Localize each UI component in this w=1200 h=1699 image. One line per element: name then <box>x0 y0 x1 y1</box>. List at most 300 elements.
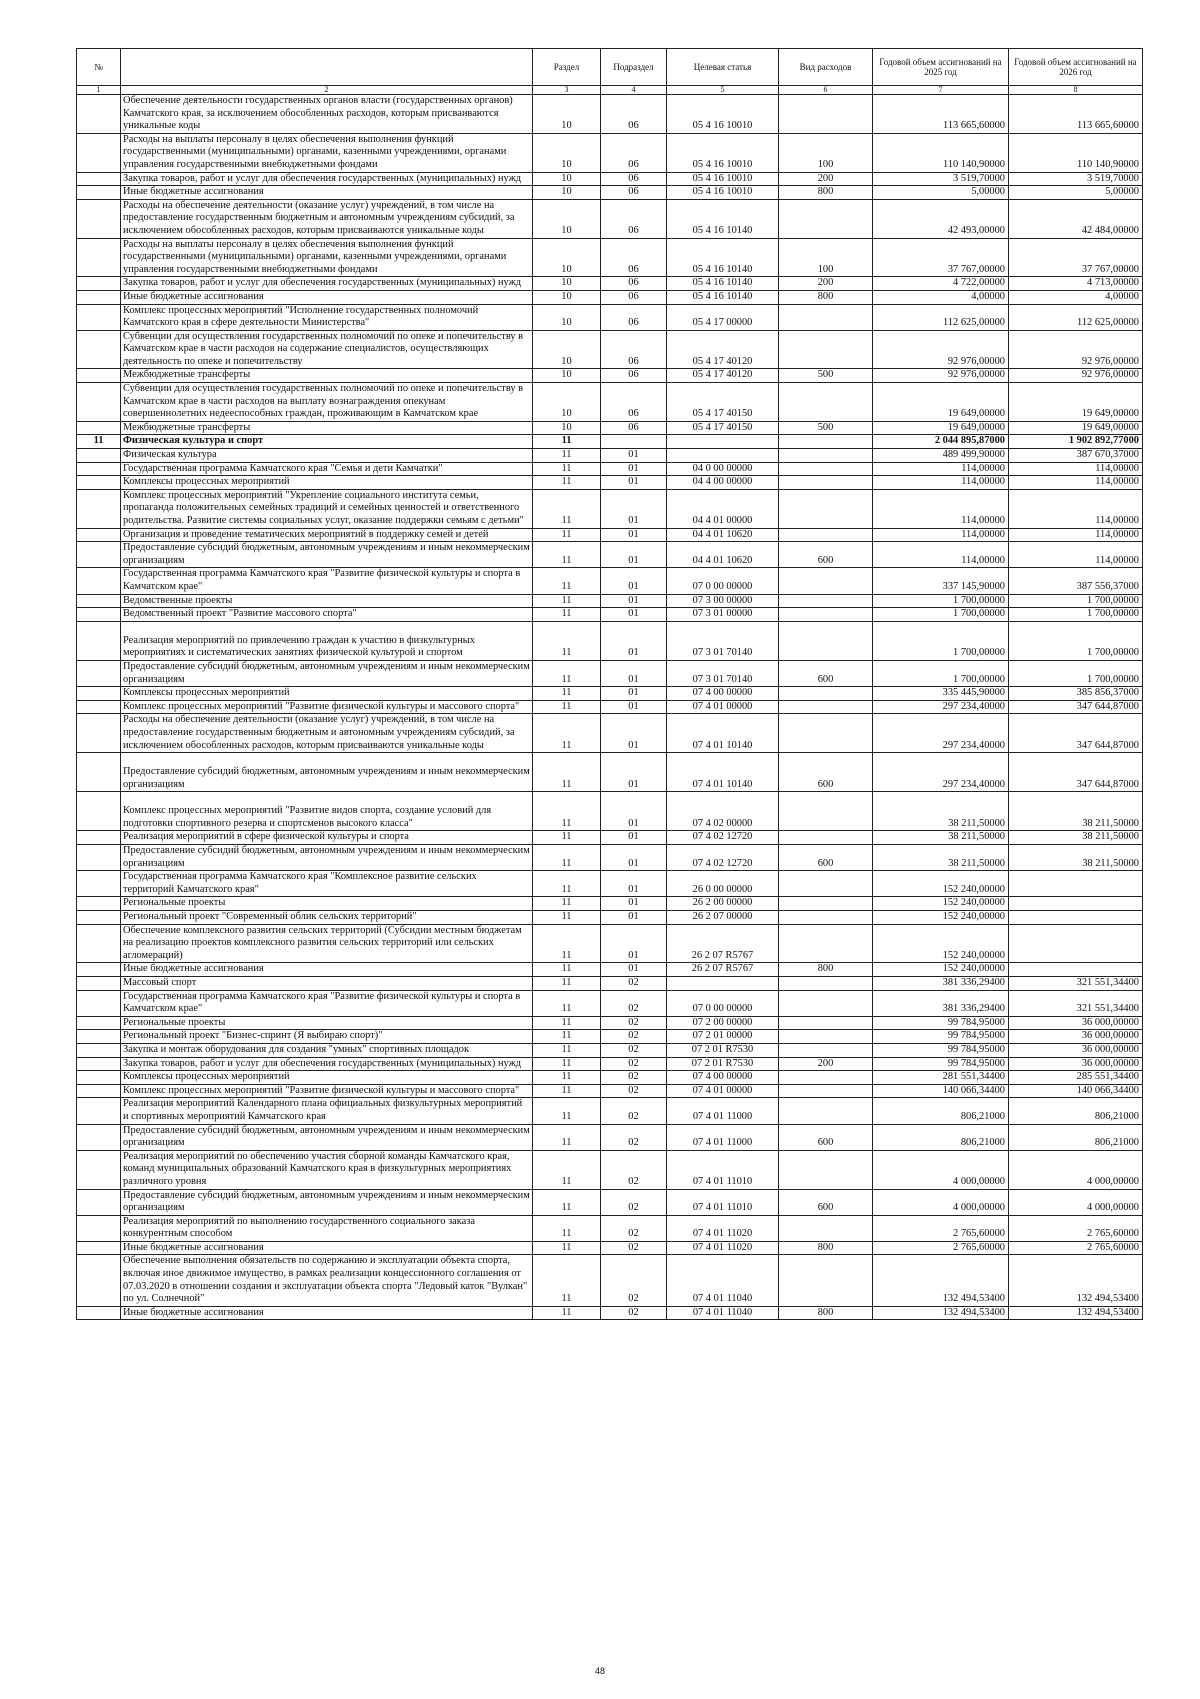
cell-2025: 1 700,00000 <box>873 594 1009 608</box>
cell-subsection: 06 <box>601 383 667 422</box>
table-row <box>77 383 1143 422</box>
cell-no <box>77 1057 121 1071</box>
header-exp-type: Вид расходов <box>779 49 873 86</box>
table-row <box>77 1306 1143 1320</box>
cell-name: Предоставление субсидий бюджетным, автономным учреждениям и иным некоммерческим организациям <box>121 753 533 792</box>
cell-subsection: 06 <box>601 95 667 134</box>
cell-section: 11 <box>533 963 601 977</box>
cell-section: 10 <box>533 277 601 291</box>
cell-name: Предоставление субсидий бюджетным, автономным учреждениям и иным некоммерческим организациям <box>121 1124 533 1150</box>
cell-no <box>77 95 121 134</box>
cell-section: 11 <box>533 568 601 594</box>
cell-2025: 3 519,70000 <box>873 172 1009 186</box>
cell-target: 07 4 01 00000 <box>667 700 779 714</box>
cell-subsection: 01 <box>601 963 667 977</box>
cell-exp-type: 600 <box>779 1124 873 1150</box>
cell-subsection: 01 <box>601 871 667 897</box>
cell-name: Физическая культура <box>121 449 533 463</box>
cell-subsection: 02 <box>601 1124 667 1150</box>
cell-target: 07 3 01 70140 <box>667 621 779 660</box>
cell-2026: 5,00000 <box>1009 186 1143 200</box>
cell-target: 07 3 01 70140 <box>667 660 779 686</box>
cell-section: 11 <box>533 845 601 871</box>
cell-section: 11 <box>533 831 601 845</box>
cell-section: 11 <box>533 528 601 542</box>
cell-no <box>77 199 121 238</box>
cell-target: 07 2 00 00000 <box>667 1016 779 1030</box>
cell-2026: 114,00000 <box>1009 528 1143 542</box>
cell-section: 11 <box>533 792 601 831</box>
cell-name: Комплекс процессных мероприятий "Развитие физической культуры и массового спорта" <box>121 1084 533 1098</box>
cell-name: Организация и проведение тематических мероприятий в поддержку семей и детей <box>121 528 533 542</box>
cell-section: 10 <box>533 290 601 304</box>
cell-exp-type: 600 <box>779 753 873 792</box>
cell-2025: 489 499,90000 <box>873 449 1009 463</box>
cell-subsection: 02 <box>601 1071 667 1085</box>
cell-name: Субвенции для осуществления государственных полномочий по опеке и попечительству в Камчатском крае в части расходов на содержание специалистов, осуществляющих деятельность по опеке и попечительству <box>121 330 533 369</box>
table-row <box>77 621 1143 660</box>
cell-target: 07 4 01 11000 <box>667 1098 779 1124</box>
column-number-row <box>77 86 1143 95</box>
cell-name: Предоставление субсидий бюджетным, автономным учреждениям и иным некоммерческим организациям <box>121 542 533 568</box>
cell-section: 11 <box>533 1098 601 1124</box>
cell-2025: 152 240,00000 <box>873 924 1009 963</box>
cell-section: 11 <box>533 1241 601 1255</box>
cell-2025: 112 625,00000 <box>873 304 1009 330</box>
cell-section: 11 <box>533 449 601 463</box>
cell-exp-type: 500 <box>779 369 873 383</box>
cell-no <box>77 753 121 792</box>
cell-section: 11 <box>533 1030 601 1044</box>
cell-no <box>77 963 121 977</box>
cell-2026: 114,00000 <box>1009 462 1143 476</box>
cell-exp-type: 500 <box>779 421 873 435</box>
cell-name: Иные бюджетные ассигнования <box>121 1241 533 1255</box>
cell-name: Иные бюджетные ассигнования <box>121 290 533 304</box>
cell-no <box>77 330 121 369</box>
table-row <box>77 172 1143 186</box>
cell-exp-type <box>779 700 873 714</box>
cell-2026: 1 700,00000 <box>1009 660 1143 686</box>
cell-target: 07 4 01 10140 <box>667 714 779 753</box>
cell-section: 10 <box>533 330 601 369</box>
table-row <box>77 1043 1143 1057</box>
table-row <box>77 330 1143 369</box>
table-row <box>77 1124 1143 1150</box>
cell-no <box>77 172 121 186</box>
cell-2025: 806,21000 <box>873 1124 1009 1150</box>
cell-target: 07 4 01 11040 <box>667 1306 779 1320</box>
table-row <box>77 1030 1143 1044</box>
cell-subsection: 02 <box>601 1057 667 1071</box>
cell-2025: 297 234,40000 <box>873 714 1009 753</box>
cell-subsection: 01 <box>601 897 667 911</box>
cell-target: 07 4 01 11010 <box>667 1150 779 1189</box>
cell-exp-type: 800 <box>779 290 873 304</box>
table-row <box>77 831 1143 845</box>
cell-name: Закупка товаров, работ и услуг для обеспечения государственных (муниципальных) нужд <box>121 277 533 291</box>
table-row <box>77 608 1143 622</box>
cell-2026: 806,21000 <box>1009 1124 1143 1150</box>
cell-exp-type <box>779 687 873 701</box>
cell-name: Комплекс процессных мероприятий "Исполнение государственных полномочий Камчатского края в сфере деятельности Министерства" <box>121 304 533 330</box>
header-target: Целевая статья <box>667 49 779 86</box>
table-row <box>77 1016 1143 1030</box>
cell-subsection: 02 <box>601 1255 667 1306</box>
cell-name: Комплекс процессных мероприятий "Развитие видов спорта, создание условий для подготовки спортивного резерва и спортсменов высокого класса" <box>121 792 533 831</box>
cell-name: Иные бюджетные ассигнования <box>121 963 533 977</box>
cell-2026 <box>1009 871 1143 897</box>
cell-target: 07 4 01 11020 <box>667 1215 779 1241</box>
table-row <box>77 594 1143 608</box>
cell-exp-type: 600 <box>779 660 873 686</box>
cell-section: 11 <box>533 1084 601 1098</box>
cell-name: Комплексы процессных мероприятий <box>121 476 533 490</box>
cell-2026: 19 649,00000 <box>1009 421 1143 435</box>
table-row <box>77 489 1143 528</box>
cell-2026: 112 625,00000 <box>1009 304 1143 330</box>
cell-2025: 114,00000 <box>873 489 1009 528</box>
cell-2025: 4 000,00000 <box>873 1150 1009 1189</box>
cell-2025: 381 336,29400 <box>873 977 1009 991</box>
cell-2025: 152 240,00000 <box>873 871 1009 897</box>
cell-2025: 38 211,50000 <box>873 831 1009 845</box>
cell-section: 11 <box>533 660 601 686</box>
cell-2025: 37 767,00000 <box>873 238 1009 277</box>
cell-name: Массовый спорт <box>121 977 533 991</box>
cell-subsection: 02 <box>601 1098 667 1124</box>
cell-exp-type <box>779 911 873 925</box>
cell-2026: 110 140,90000 <box>1009 133 1143 172</box>
column-number: 4 <box>601 86 667 95</box>
cell-no <box>77 290 121 304</box>
header-row <box>77 49 1143 86</box>
cell-no <box>77 369 121 383</box>
cell-target: 07 0 00 00000 <box>667 568 779 594</box>
cell-exp-type <box>779 1215 873 1241</box>
cell-name: Расходы на выплаты персоналу в целях обеспечения выполнения функций государственными (муниципальными) органами, казенными учреждениями, органами управления государственными внебюджетными фондами <box>121 133 533 172</box>
cell-section: 11 <box>533 476 601 490</box>
cell-no <box>77 1189 121 1215</box>
cell-section: 11 <box>533 608 601 622</box>
cell-2025: 1 700,00000 <box>873 608 1009 622</box>
cell-exp-type <box>779 528 873 542</box>
cell-subsection: 01 <box>601 594 667 608</box>
cell-no <box>77 897 121 911</box>
cell-exp-type <box>779 924 873 963</box>
cell-subsection: 01 <box>601 542 667 568</box>
cell-no <box>77 1071 121 1085</box>
cell-section: 10 <box>533 95 601 134</box>
cell-2026: 38 211,50000 <box>1009 845 1143 871</box>
cell-name: Предоставление субсидий бюджетным, автономным учреждениям и иным некоммерческим организациям <box>121 845 533 871</box>
table-row <box>77 568 1143 594</box>
cell-2025: 42 493,00000 <box>873 199 1009 238</box>
cell-exp-type <box>779 489 873 528</box>
table-row <box>77 1150 1143 1189</box>
cell-name: Межбюджетные трансферты <box>121 369 533 383</box>
header-2026: Годовой объем ассигнований на 2026 год <box>1009 49 1143 86</box>
cell-no <box>77 277 121 291</box>
cell-2025: 152 240,00000 <box>873 897 1009 911</box>
cell-2025: 4 000,00000 <box>873 1189 1009 1215</box>
cell-subsection: 06 <box>601 238 667 277</box>
cell-exp-type <box>779 871 873 897</box>
page-number: 48 <box>594 1666 605 1676</box>
cell-2026: 36 000,00000 <box>1009 1030 1143 1044</box>
cell-target: 07 4 02 12720 <box>667 831 779 845</box>
cell-no <box>77 977 121 991</box>
cell-name: Расходы на обеспечение деятельности (оказание услуг) учреждений, в том числе на предоставление государственным бюджетным и автономным учреждениям субсидий, за исключением обособленных расходов, которым присваиваются уникальные коды <box>121 199 533 238</box>
cell-exp-type <box>779 383 873 422</box>
cell-name: Региональный проект "Современный облик сельских территорий" <box>121 911 533 925</box>
cell-exp-type <box>779 831 873 845</box>
cell-target: 07 0 00 00000 <box>667 990 779 1016</box>
cell-section: 11 <box>533 489 601 528</box>
cell-section: 11 <box>533 435 601 449</box>
cell-section: 11 <box>533 897 601 911</box>
cell-subsection: 01 <box>601 621 667 660</box>
cell-target: 07 2 01 R7530 <box>667 1043 779 1057</box>
cell-section: 11 <box>533 594 601 608</box>
cell-2026: 1 902 892,77000 <box>1009 435 1143 449</box>
cell-2026: 114,00000 <box>1009 476 1143 490</box>
cell-2026: 387 556,37000 <box>1009 568 1143 594</box>
cell-exp-type: 800 <box>779 186 873 200</box>
cell-target: 05 4 17 40120 <box>667 369 779 383</box>
cell-no <box>77 687 121 701</box>
table-row <box>77 963 1143 977</box>
cell-subsection: 06 <box>601 330 667 369</box>
cell-2026: 1 700,00000 <box>1009 621 1143 660</box>
cell-name: Реализация мероприятий по привлечению граждан к участию в физкультурных мероприятиях и систематических занятиях физической культурой и спортом <box>121 621 533 660</box>
cell-name: Реализация мероприятий в сфере физической культуры и спорта <box>121 831 533 845</box>
cell-name: Расходы на выплаты персоналу в целях обеспечения выполнения функций государственными (муниципальными) органами, казенными учреждениями, органами управления государственными внебюджетными фондами <box>121 238 533 277</box>
table-row <box>77 911 1143 925</box>
cell-target: 05 4 16 10140 <box>667 199 779 238</box>
cell-subsection: 01 <box>601 924 667 963</box>
cell-target: 05 4 17 40150 <box>667 383 779 422</box>
column-number: 1 <box>77 86 121 95</box>
cell-section: 10 <box>533 186 601 200</box>
cell-no <box>77 990 121 1016</box>
table-row <box>77 462 1143 476</box>
cell-name: Предоставление субсидий бюджетным, автономным учреждениям и иным некоммерческим организациям <box>121 1189 533 1215</box>
cell-name: Региональный проект "Бизнес-спринт (Я выбираю спорт)" <box>121 1030 533 1044</box>
cell-target: 04 4 01 10620 <box>667 542 779 568</box>
cell-no <box>77 594 121 608</box>
cell-section: 11 <box>533 753 601 792</box>
cell-subsection: 01 <box>601 687 667 701</box>
cell-name: Предоставление субсидий бюджетным, автономным учреждениям и иным некоммерческим организациям <box>121 660 533 686</box>
cell-no <box>77 1098 121 1124</box>
cell-section: 11 <box>533 1306 601 1320</box>
cell-subsection: 01 <box>601 462 667 476</box>
cell-target: 05 4 16 10140 <box>667 277 779 291</box>
cell-exp-type <box>779 608 873 622</box>
cell-no <box>77 421 121 435</box>
cell-2025: 4,00000 <box>873 290 1009 304</box>
cell-target: 07 3 01 00000 <box>667 608 779 622</box>
cell-no <box>77 1043 121 1057</box>
cell-no <box>77 792 121 831</box>
table-row <box>77 792 1143 831</box>
cell-subsection: 01 <box>601 845 667 871</box>
cell-no <box>77 1124 121 1150</box>
cell-exp-type: 200 <box>779 277 873 291</box>
cell-2026: 387 670,37000 <box>1009 449 1143 463</box>
cell-subsection: 06 <box>601 369 667 383</box>
table-row <box>77 133 1143 172</box>
cell-subsection: 06 <box>601 133 667 172</box>
cell-exp-type <box>779 621 873 660</box>
cell-2026: 114,00000 <box>1009 542 1143 568</box>
cell-2026: 36 000,00000 <box>1009 1057 1143 1071</box>
cell-no: 11 <box>77 435 121 449</box>
cell-subsection: 01 <box>601 792 667 831</box>
cell-target: 04 4 01 00000 <box>667 489 779 528</box>
cell-2025: 132 494,53400 <box>873 1255 1009 1306</box>
cell-section: 11 <box>533 1071 601 1085</box>
cell-section: 10 <box>533 238 601 277</box>
cell-target: 07 4 01 10140 <box>667 753 779 792</box>
cell-2026: 37 767,00000 <box>1009 238 1143 277</box>
cell-name: Реализация мероприятий по обеспечению участия сборной команды Камчатского края, команд муниципальных образований Камчатского края в физкультурных мероприятиях различного уровня <box>121 1150 533 1189</box>
cell-target: 26 2 07 R5767 <box>667 924 779 963</box>
cell-subsection: 02 <box>601 1084 667 1098</box>
cell-name: Закупка и монтаж оборудования для создания "умных" спортивных площадок <box>121 1043 533 1057</box>
cell-2026: 4,00000 <box>1009 290 1143 304</box>
cell-no <box>77 831 121 845</box>
cell-exp-type <box>779 462 873 476</box>
cell-exp-type <box>779 792 873 831</box>
cell-exp-type <box>779 897 873 911</box>
cell-exp-type <box>779 1043 873 1057</box>
cell-subsection: 06 <box>601 290 667 304</box>
table-row <box>77 1057 1143 1071</box>
cell-2025: 114,00000 <box>873 462 1009 476</box>
cell-2025: 2 765,60000 <box>873 1215 1009 1241</box>
cell-no <box>77 528 121 542</box>
cell-section: 11 <box>533 1189 601 1215</box>
cell-2025: 2 044 895,87000 <box>873 435 1009 449</box>
cell-2026: 19 649,00000 <box>1009 383 1143 422</box>
cell-no <box>77 621 121 660</box>
table-row <box>77 660 1143 686</box>
cell-2026 <box>1009 897 1143 911</box>
cell-target: 05 4 16 10140 <box>667 238 779 277</box>
cell-2025: 99 784,95000 <box>873 1030 1009 1044</box>
cell-subsection: 02 <box>601 1030 667 1044</box>
table-row <box>77 476 1143 490</box>
cell-exp-type: 200 <box>779 172 873 186</box>
table-row <box>77 199 1143 238</box>
cell-no <box>77 476 121 490</box>
cell-section: 11 <box>533 1016 601 1030</box>
cell-name: Обеспечение комплексного развития сельских территорий (Субсидии местным бюджетам на реализацию проектов комплексного развития сельских территорий или сельских агломераций) <box>121 924 533 963</box>
cell-target: 07 3 00 00000 <box>667 594 779 608</box>
cell-exp-type <box>779 95 873 134</box>
cell-subsection: 06 <box>601 199 667 238</box>
cell-exp-type <box>779 568 873 594</box>
table-body <box>77 95 1143 1320</box>
cell-name: Комплекс процессных мероприятий "Укрепление социального института семьи, пропаганда положительных семейных традиций и семейных ценностей и ответственного родительства. Развитие системы социальных услуг, оказание поддержки семьям с детьми" <box>121 489 533 528</box>
cell-2026: 36 000,00000 <box>1009 1016 1143 1030</box>
cell-no <box>77 911 121 925</box>
cell-name: Региональные проекты <box>121 1016 533 1030</box>
cell-2025: 132 494,53400 <box>873 1306 1009 1320</box>
cell-section: 11 <box>533 1057 601 1071</box>
cell-2026: 4 000,00000 <box>1009 1150 1143 1189</box>
cell-exp-type: 600 <box>779 845 873 871</box>
cell-target: 05 4 17 40120 <box>667 330 779 369</box>
cell-subsection: 02 <box>601 990 667 1016</box>
cell-2026: 92 976,00000 <box>1009 330 1143 369</box>
cell-section: 10 <box>533 133 601 172</box>
cell-target <box>667 977 779 991</box>
cell-exp-type: 800 <box>779 963 873 977</box>
cell-target: 05 4 17 00000 <box>667 304 779 330</box>
cell-exp-type: 800 <box>779 1306 873 1320</box>
cell-section: 10 <box>533 172 601 186</box>
cell-name: Субвенции для осуществления государственных полномочий по опеке и попечительству в Камчатском крае в части расходов на выплату вознаграждения опекунам совершеннолетних недееспособных граждан, проживающим в Камчатском крае <box>121 383 533 422</box>
cell-2025: 5,00000 <box>873 186 1009 200</box>
cell-2026: 1 700,00000 <box>1009 608 1143 622</box>
cell-target <box>667 449 779 463</box>
cell-target: 07 4 01 11040 <box>667 1255 779 1306</box>
cell-name: Межбюджетные трансферты <box>121 421 533 435</box>
cell-2025: 99 784,95000 <box>873 1043 1009 1057</box>
table-row <box>77 753 1143 792</box>
header-subsection: Подраздел <box>601 49 667 86</box>
cell-no <box>77 871 121 897</box>
cell-section: 10 <box>533 304 601 330</box>
table-row <box>77 1215 1143 1241</box>
cell-2026: 347 644,87000 <box>1009 700 1143 714</box>
column-number: 8 <box>1009 86 1143 95</box>
cell-name: Расходы на обеспечение деятельности (оказание услуг) учреждений, в том числе на предоставление государственным бюджетным и автономным учреждениям субсидий, за исключением обособленных расходов, которым присваиваются уникальные коды <box>121 714 533 753</box>
cell-2025: 4 722,00000 <box>873 277 1009 291</box>
header-name <box>121 49 533 86</box>
cell-target: 26 2 00 00000 <box>667 897 779 911</box>
cell-subsection: 01 <box>601 528 667 542</box>
cell-no <box>77 1255 121 1306</box>
column-number: 3 <box>533 86 601 95</box>
cell-exp-type <box>779 330 873 369</box>
table-row <box>77 1098 1143 1124</box>
cell-2025: 99 784,95000 <box>873 1016 1009 1030</box>
cell-subsection: 01 <box>601 449 667 463</box>
cell-no <box>77 568 121 594</box>
cell-section: 11 <box>533 621 601 660</box>
cell-target: 07 4 02 12720 <box>667 845 779 871</box>
cell-2025: 337 145,90000 <box>873 568 1009 594</box>
cell-subsection: 02 <box>601 1241 667 1255</box>
cell-target: 07 4 01 11010 <box>667 1189 779 1215</box>
cell-2026: 132 494,53400 <box>1009 1306 1143 1320</box>
cell-exp-type: 200 <box>779 1057 873 1071</box>
cell-target: 05 4 16 10010 <box>667 172 779 186</box>
cell-2025: 152 240,00000 <box>873 911 1009 925</box>
cell-target: 05 4 16 10010 <box>667 133 779 172</box>
cell-2025: 381 336,29400 <box>873 990 1009 1016</box>
cell-2025: 281 551,34400 <box>873 1071 1009 1085</box>
cell-2026: 347 644,87000 <box>1009 714 1143 753</box>
cell-target: 07 4 01 11000 <box>667 1124 779 1150</box>
cell-target: 07 4 00 00000 <box>667 1071 779 1085</box>
cell-2025: 110 140,90000 <box>873 133 1009 172</box>
cell-subsection: 02 <box>601 977 667 991</box>
